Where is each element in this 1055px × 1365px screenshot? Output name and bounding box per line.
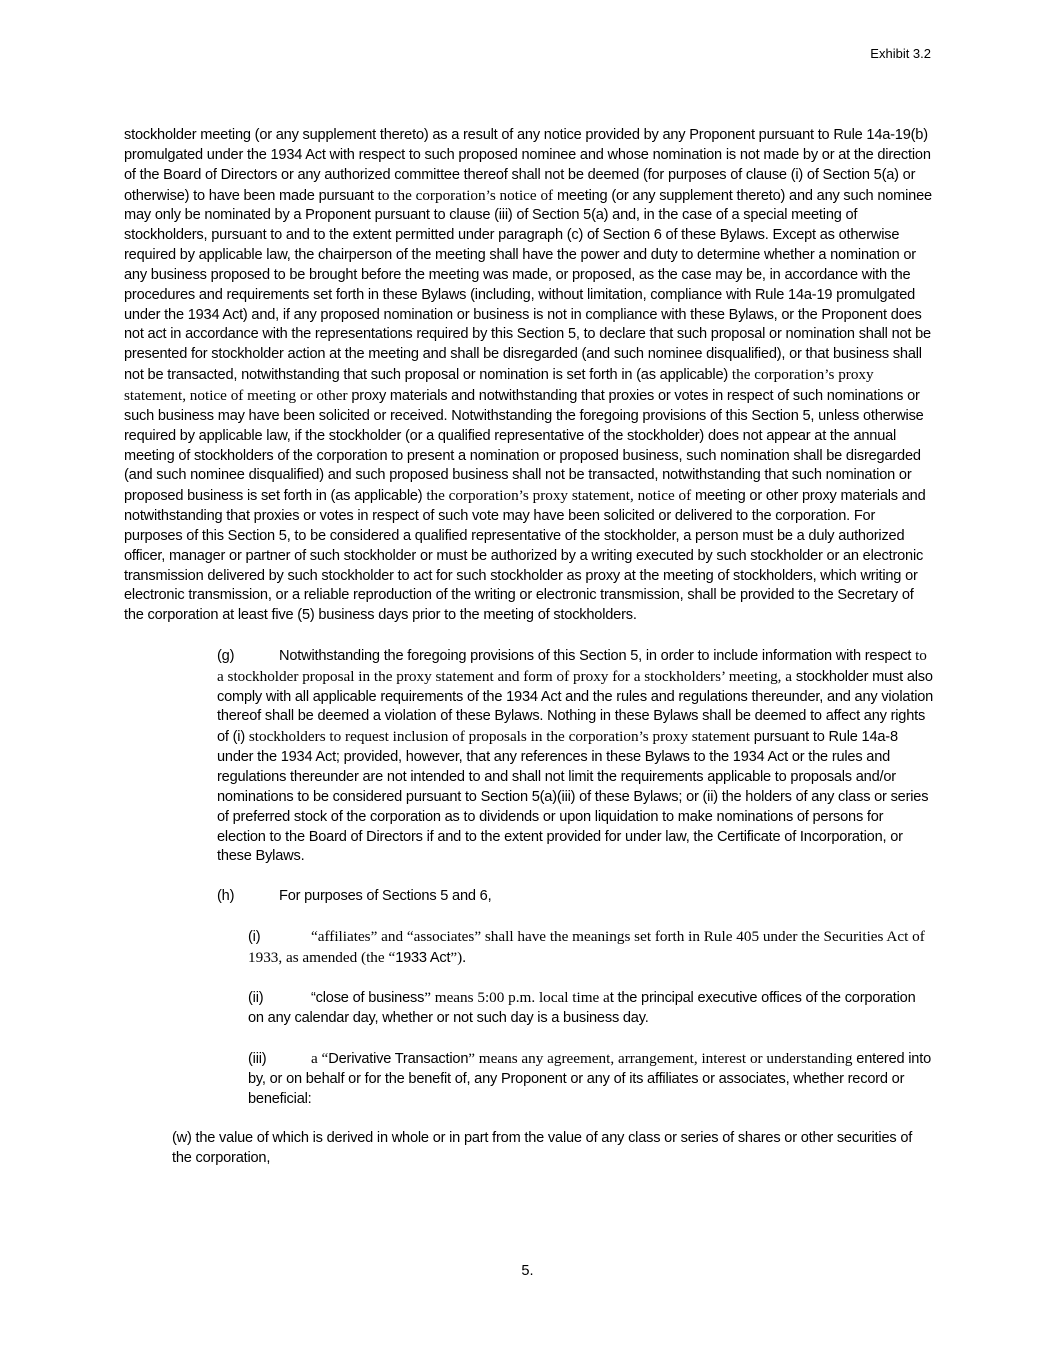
text-run: pursuant to Rule 14a-8 under the 1934 Act; provided, however, that any references in these Bylaws to the 1934 Act or the rules and regulations thereunder are not intended to and shall not limit the requirements applicable to proposals and/or nominations to be considered pursuant to Section 5(a)(iii) of these Bylaws; or (ii) the holders of any class or series of preferred stock of the corporation as to dividends or upon liquidation to make nominations of persons for election to the Board of Directors if and to the extent provided for under law, the Certificate of Incorporation, or these Bylaws.	[217, 729, 929, 865]
text-run: 1933 Act	[395, 949, 451, 966]
text-run: meeting or other proxy materials and notwithstanding that proxies or votes in respect of such vote may have been solicited or delivered to the corporation. For purposes of this Section 5, to be considered a qualified representative of the stockholder, a person must be a duly authorized officer, manager or partner of such stockholder or must be authorized by a writing executed by such stockholder or an electronic transmission delivered by such stockholder to act for such stockholder as proxy at the meeting of stockholders, which writing or electronic transmission, or a reliable reproduction of the writing or electronic transmission, shall be provided to the Secretary of the corporation at least five (5) business days prior to the meeting of stockholders.	[124, 488, 926, 624]
text-run: stockholder meeting (or any supplement thereto) as a result of any notice provided by any Proponent pursuant to Rule 14a-19(b) promulgated under the 1934 Act with respect to such proposed nominee and whose nomination is not made by or at the direction of the Board of Directors or any authorized committee thereof shall not be deemed (for purposes of clause (i) of Section 5(a) or otherwise) to have been made pursuant	[124, 127, 931, 204]
paragraph-w: (w) the value of which is derived in whole or in part from the value of any class or series of shares or other securities of the corporation,	[172, 1130, 913, 1167]
text-run: ” means any agreement, arrangement, interest or understanding	[468, 1049, 853, 1067]
clause-label: (iii)	[248, 1050, 267, 1067]
clause-label: (g)	[217, 647, 235, 664]
text-run: For purposes of Sections 5 and 6,	[279, 888, 492, 905]
page-number: 5.	[521, 1263, 534, 1279]
text-run: meeting (or any supplement thereto) and any such nominee may only be nominated by a Proponent pursuant to clause (iii) of Section 5(a) and, in the case of a special meeting of stockholders, pursuant to and to the extent permitted under paragraph (c) of Section 6 of these Bylaws. Except as otherwise required by applicable law, the chairperson of the meeting shall have the power and duty to determine whether a nomination or any business proposed to be brought before the meeting was made, or proposed, as the case may be, in accordance with the procedures and requirements set forth in these Bylaws (including, without limitation, compliance with Rule 14a-19 promulgated under the 1934 Act) and, if any proposed nomination or business is not in compliance with these Bylaws, or the Proponent does not act in accordance with the representations required by this Section 5, to declare that such proposal or nomination shall not be presented for stockholder action at the meeting and shall be disregarded (and such nominee disqualified), or that business shall not be transacted, notwithstanding that such proposal or nomination is set forth in (as applicable)	[124, 187, 932, 384]
text-run: the corporation’s proxy statement, notice of	[426, 487, 692, 505]
text-run: “affiliates”	[311, 927, 378, 945]
clause-label: (ii)	[248, 990, 264, 1007]
paragraph-continuation	[124, 126, 934, 626]
paragraph-g	[124, 646, 934, 867]
clause-label: (h)	[217, 888, 235, 905]
text-run: Derivative Transaction	[328, 1050, 469, 1067]
text-run: ”).	[450, 948, 466, 966]
paragraph-h-iii	[124, 1049, 934, 1110]
text-run: to the corporation’s notice of	[377, 186, 554, 204]
exhibit-label: Exhibit 3.2	[870, 46, 931, 61]
text-run: stockholder must also comply with all applicable requirements of the 1934 Act and the rules and regulations thereunder, and any violation thereof shall be deemed a violation of these Bylaws. Nothing in these Bylaws shall be deemed to affect any rights of (i)	[217, 668, 934, 746]
paragraph-h-i	[124, 927, 934, 969]
text-run: proxy materials and notwithstanding that proxies or votes in respect of such nominations or such business may have been solicited or received. Notwithstanding the foregoing provisions of this Section 5, unless otherwise required by applicable law, if the stockholder (or a qualified representative of the stockholder) does not appear at the annual meeting of stockholders of the corporation to present a nomination or proposed business, such nomination shall be disregarded (and such nominee disqualified) and such proposed business shall not be transacted, notwithstanding that such nomination or proposed business is set forth in (as applicable)	[124, 387, 924, 505]
document-body	[124, 126, 934, 1169]
text-run: “close of business	[311, 990, 425, 1007]
paragraph-h-ii	[124, 988, 934, 1029]
text-run: ” means 5:00 p.m. local time a	[424, 989, 610, 1007]
text-run: to a stockholder proposal in the proxy statement and form of proxy for a stockholders’ meeting, a	[217, 646, 927, 685]
text-run: stockholders to request inclusion of proposals in the corporation’s proxy statement	[248, 728, 750, 746]
clause-label: (i)	[248, 928, 261, 945]
text-run: the corporation’s proxy statement, notice of meeting or other	[124, 366, 874, 404]
text-run: Notwithstanding the foregoing provisions of this Section 5, in order to include information with respect	[279, 647, 916, 664]
text-run: entered into by, or on behalf or for the benefit of, any Proponent or any of its affiliates or associates, whether record or beneficial:	[248, 1050, 931, 1107]
text-run: a “	[311, 1049, 329, 1067]
text-run: and “associates” shall have the meanings set forth in Rule 405 under the Securities Act of 1933, as amended (the “	[248, 927, 925, 966]
text-run: t the principal executive offices of the corporation on any calendar day, whether or not such day is a business day.	[248, 990, 916, 1027]
paragraph-h	[124, 887, 934, 907]
